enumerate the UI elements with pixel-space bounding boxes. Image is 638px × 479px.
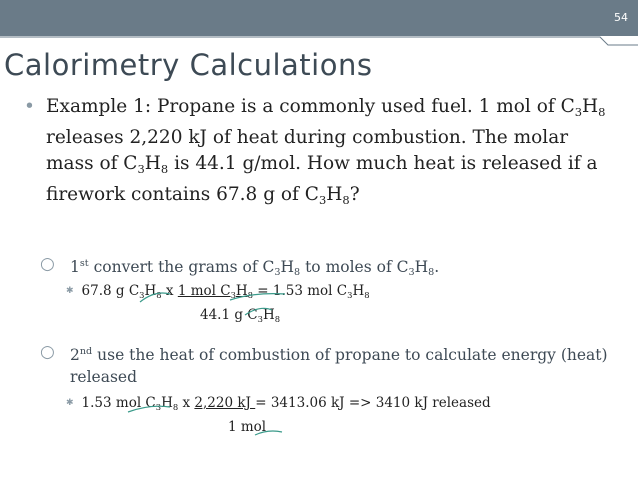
calc-2-denominator: 1 mol: [228, 419, 267, 435]
slide-title: Calorimetry Calculations: [4, 48, 373, 82]
calc-1-numerator: 1 mol $C_3H_8$: [177, 283, 253, 300]
cancel-stroke: [245, 308, 272, 315]
slide-number: 54: [614, 11, 628, 24]
step-1-text: 1st convert the grams of $C_3H_8$ to moles of $C_3H_8$.: [70, 257, 440, 279]
cancel-stroke: [140, 293, 170, 302]
example-text: Example 1: Propane is a commonly used fuel. 1 mol of $C_3H_8$ releases 2,220 kJ of heat during combustion. The molar mass of $C_3H_8$ is 44.1 g/mol. How much heat is released if a firework contains 67.8 g of $C_3H_8$?: [46, 96, 606, 207]
circle-bullet-icon: ○: [40, 342, 55, 362]
cancel-stroke: [128, 406, 170, 412]
calc-1-denominator: 44.1 g $C_3H_8$: [200, 307, 281, 324]
star-bullet-icon: ✱: [66, 286, 74, 296]
cancel-stroke: [255, 431, 282, 435]
step-2-text: 2nd use the heat of combustion of propane to calculate energy (heat) released: [70, 345, 608, 386]
star-bullet-icon: ✱: [66, 398, 74, 408]
cancel-stroke: [230, 294, 285, 300]
bullet-dot-icon: •: [24, 96, 35, 117]
circle-bullet-icon: ○: [40, 254, 55, 274]
calc-2-line: ✱ 1.53 mol $C_3H_8$ x 2,220 kJ = 3413.06 kJ => 3410 kJ released: [66, 395, 491, 412]
calc-2-numerator: 2,220 kJ: [194, 395, 256, 411]
calc-1-line: ✱ 67.8 g $C_3H_8$ x 1 mol $C_3H_8 = 1.53$ mol $C_3H_8$: [66, 283, 370, 300]
